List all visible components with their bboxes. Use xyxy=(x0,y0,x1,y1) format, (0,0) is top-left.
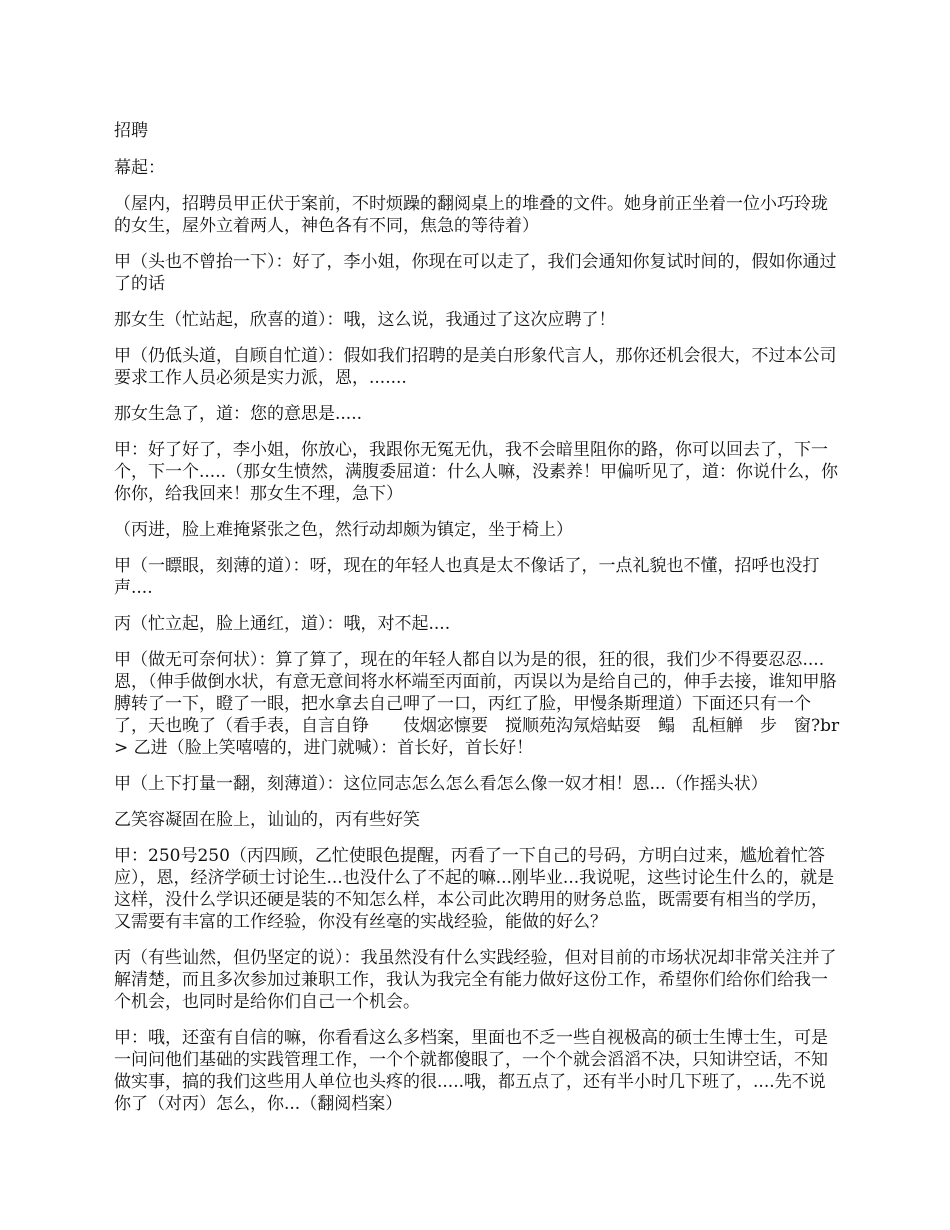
paragraph-dialogue: 甲（做无可奈何状）：算了算了，现在的年轻人都自以为是的很，狂的很，我们少不得要忍忍....恩，（伸手做倒水状，有意无意间将水杯端至丙面前，丙误以为是给自己的，伸手去接，谁知甲胳膊转了一下，瞪了一眼，把水拿去自己呷了一口，丙红了脸，甲慢条斯理道）下面还只有一个了，天也晚了（看手表，自言自铮 伎烟宓懔要 搅顺苑沟氖焙蛄耍 鳎 乱桓觯 步 窗?br> 乙进（脸上笑嘻嘻的，进门就喊）：首长好，首长好！ xyxy=(114,650,840,758)
paragraph-dialogue: 甲：好了好了，李小姐，你放心，我跟你无冤无仇，我不会暗里阻你的路，你可以回去了，下一个，下一个.....（那女生愤然，满腹委屈道：什么人嘛，没素养！甲偏听见了，道：你说什么，你你你，给我回来！那女生不理，急下） xyxy=(114,440,839,504)
paragraph-dialogue: 那女生急了，道：您的意思是..... xyxy=(114,404,363,424)
paragraph-stage-direction: （屋内，招聘员甲正伏于案前，不时烦躁的翻阅桌上的堆叠的文件。她身前正坐着一位小巧玲珑的女生，屋外立着两人，神色各有不同，焦急的等待着） xyxy=(114,194,828,236)
document-title: 招聘 xyxy=(114,121,148,141)
paragraph-dialogue: 那女生（忙站起，欣喜的道）：哦，这么说，我通过了这次应聘了！ xyxy=(114,310,616,330)
paragraph-stage-direction: （丙进，脸上难掩紧张之色，然行动却颇为镇定，坐于椅上） xyxy=(114,520,573,540)
paragraph-dialogue: 甲（仍低头道，自顾自忙道）：假如我们招聘的是美白形象代言人，那你还机会很大，不过本公司要求工作人员必须是实力派，恩，....... xyxy=(114,346,837,388)
paragraph-dialogue: 甲（一瞟眼，刻薄的道）：呀，现在的年轻人也真是太不像话了，一点礼貌也不懂，招呼也没打声.... xyxy=(114,556,820,598)
paragraph-dialogue: 丙（有些讪然，但仍坚定的说）：我虽然没有什么实践经验，但对目前的市场状况却非常关注并了解清楚，而且多次参加过兼职工作，我认为我完全有能力做好这份工作，希望你们给你们给我一个机会，也同时是给你们自己一个机会。 xyxy=(114,948,837,1012)
paragraph-dialogue: 甲：哦，还蛮有自信的嘛，你看看这么多档案，里面也不乏一些自视极高的硕士生博士生，可是一问问他们基础的实践管理工作，一个个就都傻眼了，一个个就会滔滔不决，只知讲空话，不知做实事，搞的我们这些用人单位也头疼的很.....哦，都五点了，还有半小时几下班了，....先不说你了（对丙）怎么，你...（翻阅档案） xyxy=(114,1028,828,1114)
document-page xyxy=(114,120,840,1129)
paragraph-dialogue: 甲（上下打量一翻，刻薄道）：这位同志怎么怎么看怎么像一奴才相！恩...（作摇头状） xyxy=(114,774,768,794)
paragraph-dialogue: 甲（头也不曾抬一下）：好了，李小姐，你现在可以走了，我们会通知你复试时间的，假如你通过了的话 xyxy=(114,252,837,294)
paragraph-curtain: 幕起： xyxy=(114,158,165,178)
paragraph-narration: 乙笑容凝固在脸上，讪讪的，丙有些好笑 xyxy=(114,810,420,830)
paragraph-dialogue: 丙（忙立起，脸上通红，道）：哦，对不起.... xyxy=(114,614,451,634)
paragraph-dialogue: 甲：250号250（丙四顾，乙忙使眼色提醒，丙看了一下自己的号码，方明白过来，尴尬着忙答应），恩，经济学硕士讨论生...也没什么了不起的嘛...刚毕业...我说呢，这些讨论生什么的，就是这样，没什么学识还硬是装的不知怎么样，本公司此次聘用的财务总监，既需要有相当的学历，又需要有丰富的工作经验，你没有丝毫的实战经验，能做的好么？ xyxy=(114,846,835,932)
